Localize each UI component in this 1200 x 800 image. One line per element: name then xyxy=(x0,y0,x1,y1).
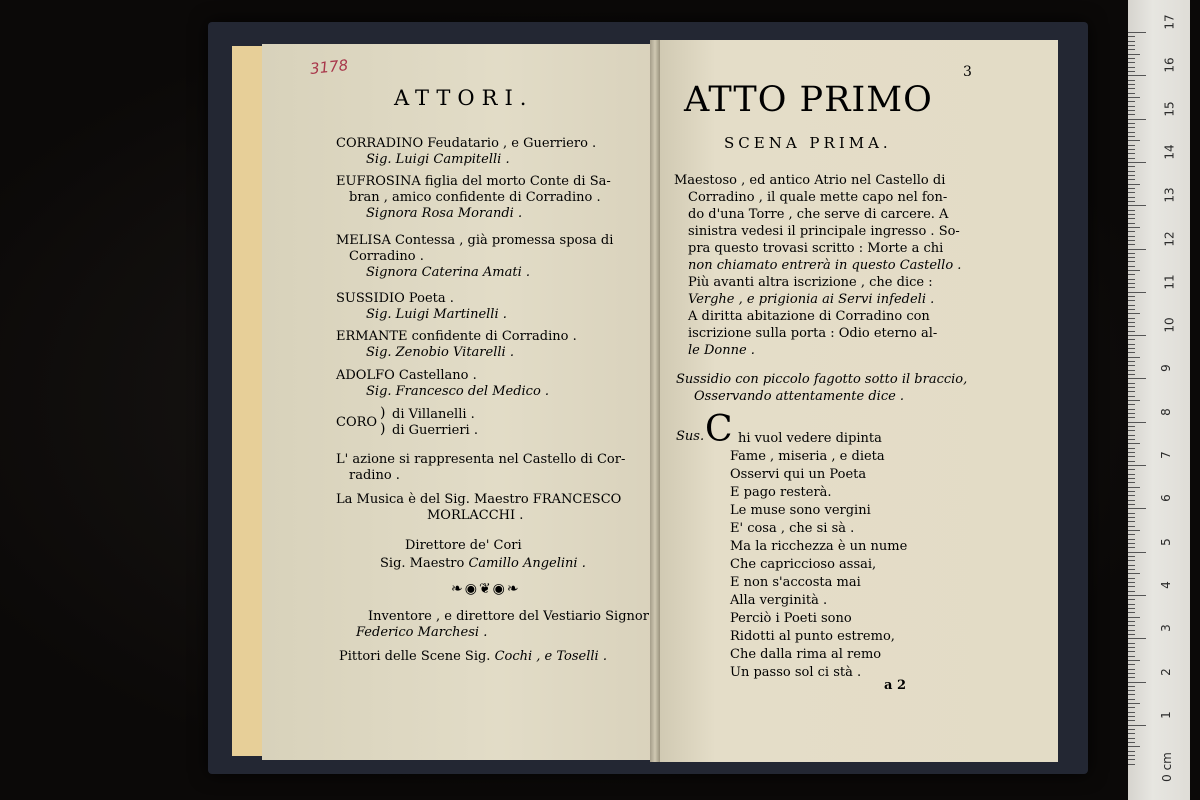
ruler-tick xyxy=(1128,694,1135,695)
ruler-tick xyxy=(1128,677,1135,678)
ruler-tick xyxy=(1128,478,1135,479)
ruler-tick xyxy=(1128,158,1135,159)
ruler-tick xyxy=(1128,487,1140,488)
ruler-tick xyxy=(1128,573,1140,574)
page-number: 3 xyxy=(963,64,972,80)
ruler-tick xyxy=(1128,448,1135,449)
ruler-tick xyxy=(1128,149,1135,150)
scene-names: Cochi , e Toselli . xyxy=(494,649,607,664)
ruler-tick xyxy=(1128,84,1135,85)
ruler-number: 13 xyxy=(1162,187,1177,203)
ruler-tick xyxy=(1128,344,1135,345)
ruler-tick xyxy=(1128,595,1146,596)
music-line: La Musica è del Sig. Maestro FRANCESCO xyxy=(336,492,622,507)
ruler-tick xyxy=(1128,97,1140,98)
ruler-tick xyxy=(1128,746,1140,747)
description-line: pra questo trovasi scritto : Morte a chi xyxy=(688,241,944,256)
ruler-tick xyxy=(1128,166,1135,167)
ruler-tick xyxy=(1128,296,1135,297)
ruler-tick xyxy=(1128,656,1135,657)
scene-painters xyxy=(339,648,607,665)
ruler-number: 9 xyxy=(1158,364,1173,373)
ruler-tick xyxy=(1128,348,1135,349)
ruler-tick xyxy=(1128,257,1135,258)
manuscript-number: 3178 xyxy=(309,56,350,78)
ruler-tick xyxy=(1128,292,1146,293)
cori-prefix: Sig. Maestro xyxy=(380,556,465,571)
ruler-tick xyxy=(1128,54,1140,55)
ruler-tick xyxy=(1128,513,1135,514)
ruler-unit: 0 cm xyxy=(1159,752,1174,782)
actor-name: ADOLFO Castellano . xyxy=(336,368,477,383)
verse-line: Che capriccioso assai, xyxy=(730,557,877,572)
description-line: Verghe , e prigionia ai Servi infedeli . xyxy=(688,292,935,307)
ruler-tick xyxy=(1128,578,1135,579)
ruler-tick xyxy=(1128,521,1135,522)
description-line: sinistra vedesi il principale ingresso . So- xyxy=(688,224,960,239)
ruler-tick xyxy=(1128,612,1135,613)
ruler-tick xyxy=(1128,630,1135,631)
ruler-tick xyxy=(1128,80,1135,81)
ruler-tick xyxy=(1128,145,1135,146)
ruler-tick xyxy=(1128,591,1135,592)
verse-line: Alla verginità . xyxy=(730,593,828,608)
ruler-number: 6 xyxy=(1158,494,1173,503)
stage-direction: Sussidio con piccolo fagotto sotto il braccio, xyxy=(676,372,968,387)
scene-prefix: Pittori delle Scene Sig. xyxy=(339,649,491,664)
ruler-number: 16 xyxy=(1162,57,1177,73)
ruler-tick xyxy=(1128,249,1146,250)
ruler-tick xyxy=(1128,32,1146,33)
ruler-tick xyxy=(1128,236,1135,237)
actor-singer: Sig. Luigi Martinelli . xyxy=(366,307,507,322)
actor-name: CORRADINO Feudatario , e Guerriero . xyxy=(336,136,597,151)
cori-name: Camillo Angelini . xyxy=(468,556,586,571)
ruler-tick xyxy=(1128,214,1135,215)
ruler-tick xyxy=(1128,707,1135,708)
ruler-tick xyxy=(1128,500,1135,501)
ruler-tick xyxy=(1128,192,1135,193)
ruler-tick xyxy=(1128,526,1135,527)
verse-line: Le muse sono vergini xyxy=(730,503,871,518)
coro-label: CORO xyxy=(336,415,378,430)
ruler-tick xyxy=(1128,720,1135,721)
ruler-tick xyxy=(1128,604,1135,605)
costume-line: Inventore , e direttore del Vestiario Signor xyxy=(368,609,649,624)
coro-line: di Villanelli . xyxy=(392,407,475,422)
description-line: Maestoso , ed antico Atrio nel Castello di xyxy=(674,173,946,188)
scena-heading: SCENA PRIMA. xyxy=(724,134,892,152)
ruler-number: 11 xyxy=(1162,274,1177,290)
ruler-tick xyxy=(1128,127,1135,128)
ruler-tick xyxy=(1128,733,1135,734)
ruler-tick xyxy=(1128,729,1135,730)
description-line: Più avanti altra iscrizione , che dice : xyxy=(688,275,933,290)
ruler-tick xyxy=(1128,647,1135,648)
ruler-tick xyxy=(1128,201,1135,202)
ruler-tick xyxy=(1128,391,1135,392)
ruler-number: 10 xyxy=(1162,317,1177,333)
actor-singer: Sig. Luigi Campitelli . xyxy=(366,152,510,167)
actor-name: ERMANTE confidente di Corradino . xyxy=(336,329,577,344)
ruler-number: 1 xyxy=(1158,710,1173,719)
ruler-tick xyxy=(1128,357,1140,358)
actor-name: EUFROSINA figlia del morto Conte di Sa- xyxy=(336,174,611,189)
ruler-tick xyxy=(1128,184,1140,185)
ruler-tick xyxy=(1128,552,1146,553)
ruler-tick xyxy=(1128,335,1146,336)
ruler-tick xyxy=(1128,504,1135,505)
ruler-tick xyxy=(1128,41,1135,42)
ruler-tick xyxy=(1128,67,1135,68)
verse-line: Un passo sol ci stà . xyxy=(730,665,862,680)
ruler-tick xyxy=(1128,643,1135,644)
ruler-tick xyxy=(1128,326,1135,327)
verse-line: Che dalla rima al remo xyxy=(730,647,882,662)
verse-line: Ridotti al punto estremo, xyxy=(730,629,895,644)
ruler-tick xyxy=(1128,313,1140,314)
ornament-divider: ❧◉❦◉❧ xyxy=(451,581,521,597)
ruler-number: 14 xyxy=(1162,144,1177,160)
ruler-tick xyxy=(1128,608,1135,609)
coro-line: di Guerrieri . xyxy=(392,423,478,438)
ruler-tick xyxy=(1128,435,1135,436)
ruler-tick xyxy=(1128,210,1135,211)
ruler-tick xyxy=(1128,114,1135,115)
ruler-number: 5 xyxy=(1158,537,1173,546)
ruler-tick xyxy=(1128,759,1135,760)
ruler-tick xyxy=(1128,465,1146,466)
signature-mark: a 2 xyxy=(884,678,906,693)
cori-title: Direttore de' Cori xyxy=(405,538,522,553)
coro-brace-top: ) xyxy=(380,405,386,421)
ruler-tick xyxy=(1128,517,1135,518)
description-line: A diritta abitazione di Corradino con xyxy=(688,309,930,324)
ruler-tick xyxy=(1128,712,1135,713)
actor-singer: Sig. Zenobio Vitarelli . xyxy=(366,345,514,360)
ruler-tick xyxy=(1128,93,1135,94)
ruler-tick xyxy=(1128,153,1135,154)
ruler-tick xyxy=(1128,682,1146,683)
ruler-tick xyxy=(1128,417,1135,418)
ruler-tick xyxy=(1128,62,1135,63)
ruler-tick xyxy=(1128,439,1135,440)
ruler-number: 17 xyxy=(1162,14,1177,30)
ruler-tick xyxy=(1128,223,1135,224)
description-line: le Donne . xyxy=(688,343,755,358)
ruler-tick xyxy=(1128,110,1135,111)
actor-name: MELISA Contessa , già promessa sposa di xyxy=(336,233,614,248)
setting-line: L' azione si rappresenta nel Castello di Cor- xyxy=(336,452,626,467)
ruler-tick xyxy=(1128,370,1135,371)
ruler-number: 3 xyxy=(1158,624,1173,633)
ruler-tick xyxy=(1128,617,1140,618)
drop-cap: C xyxy=(705,409,733,450)
verse-line: Fame , miseria , e dieta xyxy=(730,449,885,464)
ruler-tick xyxy=(1128,387,1135,388)
verse-line: E pago resterà. xyxy=(730,485,832,500)
ruler-tick xyxy=(1128,136,1135,137)
ruler-tick xyxy=(1128,49,1135,50)
ruler-tick xyxy=(1128,266,1135,267)
ruler-tick xyxy=(1128,58,1135,59)
ruler-tick xyxy=(1128,270,1140,271)
ruler-tick xyxy=(1128,725,1146,726)
ruler-tick xyxy=(1128,374,1135,375)
book-spine xyxy=(650,40,660,762)
ruler-tick xyxy=(1128,452,1135,453)
ruler-tick xyxy=(1128,322,1135,323)
ruler-tick xyxy=(1128,569,1135,570)
ruler-tick xyxy=(1128,253,1135,254)
ruler-tick xyxy=(1128,651,1135,652)
ruler-tick xyxy=(1128,686,1135,687)
atto-heading: ATTO PRIMO xyxy=(684,80,933,120)
ruler-tick xyxy=(1128,227,1140,228)
actor-singer: Signora Rosa Morandi . xyxy=(366,206,523,221)
ruler-tick xyxy=(1128,331,1135,332)
ruler-tick xyxy=(1128,175,1135,176)
ruler-tick xyxy=(1128,443,1140,444)
ruler-tick xyxy=(1128,530,1140,531)
ruler-tick xyxy=(1128,430,1135,431)
ruler-tick xyxy=(1128,461,1135,462)
verse-line: E' cosa , che si sà . xyxy=(730,521,855,536)
ruler-tick xyxy=(1128,625,1135,626)
ruler-tick xyxy=(1128,218,1135,219)
ruler-tick xyxy=(1128,378,1146,379)
attori-heading: ATTORI. xyxy=(394,86,534,110)
ruler-tick xyxy=(1128,75,1146,76)
actor-singer: Sig. Francesco del Medico . xyxy=(366,384,550,399)
ruler-tick xyxy=(1128,582,1135,583)
ruler-tick xyxy=(1128,231,1135,232)
ruler-tick xyxy=(1128,352,1135,353)
setting-line: radino . xyxy=(349,468,400,483)
ruler-tick xyxy=(1128,88,1135,89)
ruler-tick xyxy=(1128,742,1135,743)
ruler-tick xyxy=(1128,456,1135,457)
ruler-tick xyxy=(1128,669,1135,670)
ruler-tick xyxy=(1128,556,1135,557)
ruler-tick xyxy=(1128,409,1135,410)
ruler-number: 8 xyxy=(1158,407,1173,416)
ruler-tick xyxy=(1128,365,1135,366)
description-line: non chiamato entrerà in questo Castello . xyxy=(688,258,962,273)
ruler-tick xyxy=(1128,660,1140,661)
ruler-tick xyxy=(1128,339,1135,340)
ruler-tick xyxy=(1128,508,1146,509)
ruler-tick xyxy=(1128,106,1135,107)
ruler-tick xyxy=(1128,664,1135,665)
ruler-tick xyxy=(1128,119,1146,120)
verse-line: Ma la ricchezza è un nume xyxy=(730,539,908,554)
ruler-tick xyxy=(1128,560,1135,561)
ruler-tick xyxy=(1128,188,1135,189)
ruler-tick xyxy=(1128,132,1135,133)
actor-name-cont: bran , amico confidente di Corradino . xyxy=(349,190,601,205)
ruler-tick xyxy=(1128,738,1135,739)
ruler-tick xyxy=(1128,274,1135,275)
ruler-tick xyxy=(1128,179,1135,180)
description-line: iscrizione sulla porta : Odio eterno al- xyxy=(688,326,938,341)
ruler-tick xyxy=(1128,764,1135,765)
ruler-tick xyxy=(1128,283,1135,284)
description-line: Corradino , il quale mette capo nel fon- xyxy=(688,190,948,205)
ruler-tick xyxy=(1128,699,1135,700)
coro-brace-bottom: ) xyxy=(380,421,386,437)
ruler-tick xyxy=(1128,300,1135,301)
ruler-tick xyxy=(1128,101,1135,102)
ruler-tick xyxy=(1128,534,1135,535)
ruler-tick xyxy=(1128,279,1135,280)
ruler-number: 4 xyxy=(1158,581,1173,589)
music-line: MORLACCHI . xyxy=(427,508,524,523)
ruler-number: 15 xyxy=(1162,100,1177,117)
ruler-tick xyxy=(1128,305,1135,306)
ruler-tick xyxy=(1128,703,1140,704)
ruler-tick xyxy=(1128,755,1135,756)
ruler-tick xyxy=(1128,495,1135,496)
ruler-tick xyxy=(1128,205,1146,206)
ruler-tick xyxy=(1128,123,1135,124)
costume-name: Federico Marchesi . xyxy=(356,625,488,640)
ruler-tick xyxy=(1128,162,1146,163)
ruler-tick xyxy=(1128,716,1135,717)
ruler-tick xyxy=(1128,197,1135,198)
ruler-tick xyxy=(1128,634,1135,635)
ruler-number: 7 xyxy=(1158,451,1173,459)
verse-line: Perciò i Poeti sono xyxy=(730,611,852,626)
cori-director xyxy=(380,555,586,572)
ruler-tick xyxy=(1128,71,1135,72)
ruler-tick xyxy=(1128,309,1135,310)
ruler-tick xyxy=(1128,539,1135,540)
ruler-tick xyxy=(1128,244,1135,245)
ruler-tick xyxy=(1128,383,1135,384)
ruler-tick xyxy=(1128,36,1135,37)
ruler-tick xyxy=(1128,400,1140,401)
ruler-tick xyxy=(1128,404,1135,405)
ruler-tick xyxy=(1128,361,1135,362)
ruler-tick xyxy=(1128,261,1135,262)
ruler-tick xyxy=(1128,474,1135,475)
ruler-tick xyxy=(1128,413,1135,414)
verse-line: Osservi qui un Poeta xyxy=(730,467,867,482)
verse-line: hi vuol vedere dipinta xyxy=(738,431,882,446)
ruler-tick xyxy=(1128,638,1146,639)
actor-name: SUSSIDIO Poeta . xyxy=(336,291,454,306)
ruler-tick xyxy=(1128,482,1135,483)
ruler-tick xyxy=(1128,318,1135,319)
ruler-tick xyxy=(1128,287,1135,288)
ruler-tick xyxy=(1128,543,1135,544)
ruler-tick xyxy=(1128,673,1135,674)
ruler-tick xyxy=(1128,240,1135,241)
ruler-tick xyxy=(1128,586,1135,587)
ruler-tick xyxy=(1128,426,1135,427)
ruler-tick xyxy=(1128,565,1135,566)
ruler-tick xyxy=(1128,171,1135,172)
ruler-tick xyxy=(1128,547,1135,548)
ruler-number: 2 xyxy=(1158,667,1173,676)
description-line: do d'una Torre , che serve di carcere. A xyxy=(688,207,949,222)
actor-singer: Signora Caterina Amati . xyxy=(366,265,531,280)
ruler-tick xyxy=(1128,140,1140,141)
ruler-tick xyxy=(1128,469,1135,470)
ruler-tick xyxy=(1128,396,1135,397)
ruler-tick xyxy=(1128,690,1135,691)
verse-line: E non s'accosta mai xyxy=(730,575,861,590)
ruler-tick xyxy=(1128,621,1135,622)
ruler-tick xyxy=(1128,45,1135,46)
ruler-number: 12 xyxy=(1162,230,1177,247)
ruler-tick xyxy=(1128,751,1135,752)
ruler-tick xyxy=(1128,491,1135,492)
ruler-tick xyxy=(1128,599,1135,600)
actor-name-cont: Corradino . xyxy=(349,249,424,264)
stage-direction: Osservando attentamente dice . xyxy=(694,389,905,404)
ruler-tick xyxy=(1128,422,1146,423)
speaker-label: Sus. xyxy=(676,429,705,444)
